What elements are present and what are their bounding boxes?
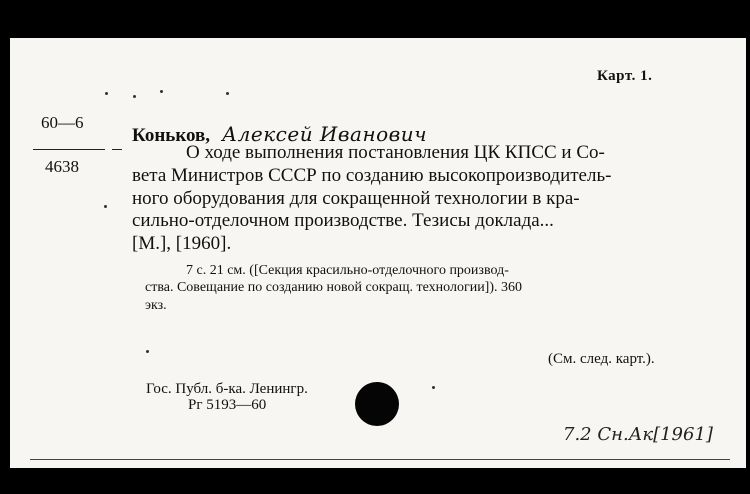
library-name: Гос. Публ. б-ка. Ленингр. xyxy=(146,381,308,397)
bottom-handwriting: 7.2 Сн.Ак[1961] xyxy=(563,424,713,445)
speck xyxy=(160,90,163,93)
speck xyxy=(104,205,107,208)
classification-divider-dash xyxy=(112,149,122,150)
imprint-line: [М.], [1960]. xyxy=(132,233,232,254)
author-handwritten: Алексей Иванович xyxy=(222,122,428,146)
collation-line: 7 с. 21 см. ([Секция красильно-отделочного производ- xyxy=(186,263,509,278)
see-next-card: (См. след. карт.). xyxy=(548,351,655,367)
title-line: ного оборудования для сокращенной технологии в кра- xyxy=(132,188,580,209)
classification-divider xyxy=(33,149,105,150)
scan-border xyxy=(0,0,750,40)
speck xyxy=(146,350,149,353)
collation-line: ства. Совещание по созданию новой сокращ. технологии]). 360 xyxy=(145,280,523,295)
classification-bottom: 4638 xyxy=(45,157,79,176)
shelfmark: Рг 5193—60 xyxy=(188,397,267,413)
bottom-rule xyxy=(30,459,730,460)
ink-stamp-icon xyxy=(355,382,399,426)
title-line: сильно-отделочном производстве. Тезисы доклада... xyxy=(132,210,554,231)
author-printed: Коньков, xyxy=(132,125,211,146)
speck xyxy=(105,92,108,95)
title-line: О ходе выполнения постановления ЦК КПСС и Со- xyxy=(186,142,605,163)
speck xyxy=(133,95,136,98)
title-line: вета Министров СССР по созданию высокопроизводитель- xyxy=(132,165,612,186)
collation-line: экз. xyxy=(145,298,167,313)
speck xyxy=(432,386,435,389)
speck xyxy=(226,92,229,95)
classification-top: 60—6 xyxy=(41,113,84,132)
card-number: Карт. 1. xyxy=(597,68,653,84)
